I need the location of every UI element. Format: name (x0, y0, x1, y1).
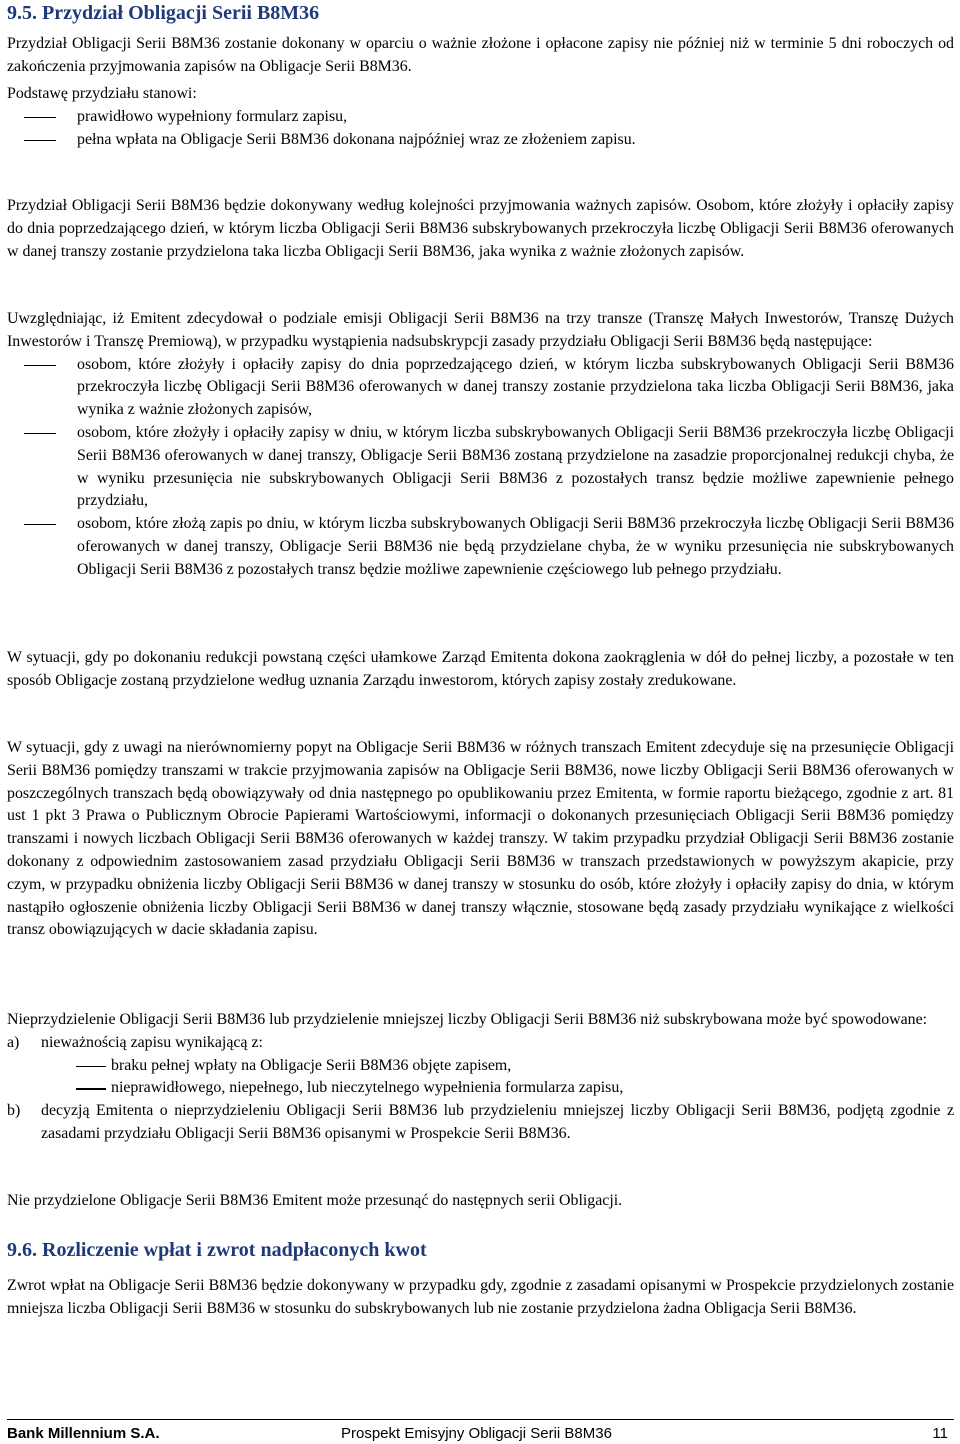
cause-item-b (7, 1100, 954, 1146)
footer-document-title: Prospekt Emisyjny Obligacji Serii B8M36 (341, 1425, 612, 1442)
allotment-basis-block (7, 83, 954, 151)
cause-text: decyzją Emitenta o nieprzydzieleniu Obligacji Serii B8M36 lub przydzieleniu mniejszej liczby Obligacji Serii B8M36, podjętą zgodnie z zasadami przydziału Obligacji Serii B8M36 opisanymi w Prospekcie Serii B8M36. (41, 1102, 954, 1142)
basis-intro: Podstawę przydziału stanowi: (7, 85, 197, 102)
paragraph-non-allotment: Nieprzydzielenie Obligacji Serii B8M36 lub przydzielenie mniejszej liczby Obligacji Serii B8M36 niż subskrybowana może być spowodowane: (7, 1011, 928, 1028)
list-marker: a) (7, 1033, 20, 1051)
footer-company: Bank Millennium S.A. (7, 1425, 160, 1442)
section-heading-9-5: 9.5. Przydział Obligacji Serii B8M36 (7, 2, 320, 24)
cause-text: nieważnością zapisu wynikającą z: (41, 1033, 263, 1051)
basis-list (7, 106, 954, 152)
paragraph-rounding: W sytuacji, gdy po dokonaniu redukcji powstaną części ułamkowe Zarząd Emitenta dokona zaokrąglenia w dół do pełnej liczby, a pozostałe w ten sposób Obligacje zostaną przydzielone według uznania Zarządu inwestorom, których zapisy zostały zredukowane. (7, 649, 954, 689)
list-item: pełna wpłata na Obligacje Serii B8M36 dokonana najpóźniej wraz ze złożeniem zapisu. (7, 129, 954, 152)
paragraph-tranche-shift: W sytuacji, gdy z uwagi na nierównomierny popyt na Obligacje Serii B8M36 w różnych transzach Emitent zdecyduje się na przesunięcie Obligacji Serii B8M36 pomiędzy transzami w trakcie przyjmowania zapisów na Obligacje Serii B8M36, nowe liczby Obligacji Serii B8M36 oferowanych w poszczególnych transzach będą obowiązywały od dnia następnego po opublikowaniu przez Emitenta, w formie raportu bieżącego, zgodnie z art. 81 ust 1 pkt 3 Prawa o Publicznym Obrocie Papierami Wartościowymi, informacji o dokonanych przesunięciach Obligacji Serii B8M36 pomiędzy transzami i nowych liczbach Obligacji Serii B8M36 oferowanych w każdej transzy. W takim przypadku przydział Obligacji Serii B8M36 zostanie dokonany z odpowiednim zastosowaniem zasad przydziału Obligacji Serii B8M36 w transzach przedstawionych w powyższym akapicie, przy czym, w przypadku obniżenia liczby Obligacji Serii B8M36 w danej transzy w stosunku do osób, które złożyły i opłaciły zapisy do dnia, w którym nastąpiło ogłoszenie obniżenia liczby Obligacji Serii B8M36 w danej transzy włącznie, stosowane będą zasady przydziału wynikające z wielkości transz obowiązujących w dacie składania zapisu. (7, 739, 954, 939)
oversubscription-block (7, 308, 954, 582)
page-footer (7, 1419, 954, 1442)
paragraph-unallotted: Nie przydzielone Obligacje Serii B8M36 Emitent może przesunąć do następnych serii Obligacji. (7, 1192, 623, 1209)
list-item: osobom, które złożą zapis po dniu, w którym liczba subskrybowanych Obligacji Serii B8M36 przekroczyła liczbę Obligacji Serii B8M36 oferowanych w danej transzy, Obligacje Serii B8M36 nie będą przydzielane chyba, że w wyniku przesunięcia nie subskrybowanych Obligacji Serii B8M36 z pozostałych transz będzie możliwe zapewnienie częściowego lub pełnego przydziału. (7, 513, 954, 581)
paragraph-refunds: Zwrot wpłat na Obligacje Serii B8M36 będzie dokonywany w przypadku gdy, zgodnie z zasadami opisanymi w Prospekcie przydzielonych zostanie mniejsza liczba Obligacji Serii B8M36 w stosunku do subskrybowanych lub nie zostanie przydzielona żadna Obligacja Serii B8M36. (7, 1277, 954, 1317)
non-allotment-block (7, 1009, 954, 1146)
list-marker: b) (7, 1102, 21, 1120)
causes-list (7, 1032, 954, 1146)
paragraph-allotment-order: Przydział Obligacji Serii B8M36 będzie dokonywany według kolejności przyjmowania ważnych zapisów. Osobom, które złożyły i opłaciły zapisy do dnia poprzedzającego dzień, w którym liczba Obligacji Serii B8M36 subskrybowanych przekroczyła liczbę Obligacji Serii B8M36 oferowanych w danej transzy zostanie przydzielona taka liczba Obligacji Serii B8M36, jaka wynika z ważnie złożonych zapisów. (7, 197, 954, 260)
section-heading-9-6: 9.6. Rozliczenie wpłat i zwrot nadpłaconych kwot (7, 1239, 427, 1261)
list-item: osobom, które złożyły i opłaciły zapisy w dniu, w którym liczba subskrybowanych Obligacji Serii B8M36 przekroczyła liczbę Obligacji Serii B8M36 oferowanych w danej transzy, Obligacje Serii B8M36 zostaną przydzielone na zasadzie proporcjonalnej redukcji chyba, że w wyniku przesunięcia nie subskrybowanych Obligacji Serii B8M36 z pozostałych transz będzie możliwe zapewnienie pełnego przydziału, (7, 422, 954, 513)
paragraph-allotment-basis: Przydział Obligacji Serii B8M36 zostanie dokonany w oparciu o ważnie złożone i opłacone zapisy nie później niż w terminie 5 dni roboczych od zakończenia przyjmowania zapisów na Obligacje Serii B8M36. (7, 35, 954, 75)
sub-list (41, 1055, 954, 1101)
paragraph-tranches: Uwzględniając, iż Emitent zdecydował o podziale emisji Obligacji Serii B8M36 na trzy transze (Transzę Małych Inwestorów, Transzę Dużych Inwestorów i Transzę Premiową), w przypadku wystąpienia nadsubskrypcji zasady przydziału Obligacji Serii B8M36 będą następujące: (7, 310, 954, 350)
list-item: prawidłowo wypełniony formularz zapisu, (7, 106, 954, 129)
cause-item-a (7, 1032, 954, 1100)
list-item: braku pełnej wpłaty na Obligacje Serii B8M36 objęte zapisem, (41, 1055, 954, 1078)
allotment-rules-list (7, 354, 954, 582)
page-number: 11 (932, 1425, 948, 1442)
list-item: osobom, które złożyły i opłaciły zapisy do dnia poprzedzającego dzień, w którym liczba subskrybowanych Obligacji Serii B8M36 przekroczyła liczbę Obligacji Serii B8M36 oferowanych w danej transzy zostanie przydzielona taka liczba Obligacji Serii B8M36, jaka wynika z ważnie złożonych zapisów, (7, 354, 954, 422)
list-item: nieprawidłowego, niepełnego, lub nieczytelnego wypełnienia formularza zapisu, (41, 1077, 954, 1100)
